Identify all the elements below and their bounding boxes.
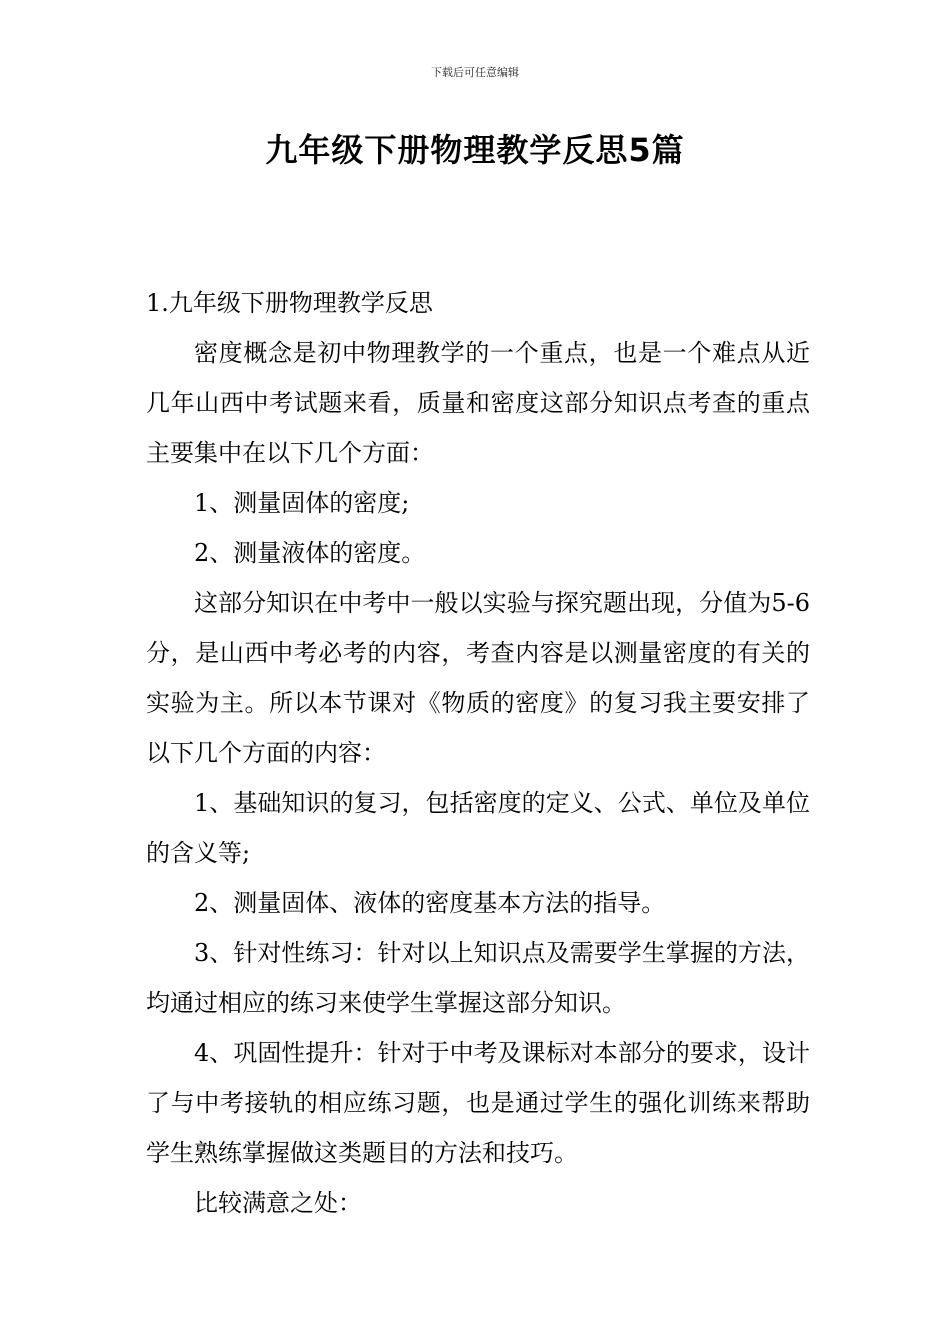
list-item: 2、测量固体、液体的密度基本方法的指导。: [194, 889, 666, 917]
document-title: 九年级下册物理教学反思5篇: [265, 131, 685, 169]
list-item: 1、测量固体的密度;: [194, 489, 410, 517]
list-item: 2、测量液体的密度。: [194, 539, 426, 567]
header-note: 下载后可任意编辑: [431, 66, 519, 79]
paragraph: 比较满意之处：: [194, 1189, 362, 1217]
paragraph: 密度概念是初中物理教学的一个重点，也是一个难点从近几年山西中考试题来看，质量和密度这部分知识点考查的重点主要集中在以下几个方面：: [146, 339, 810, 467]
paragraph: 这部分知识在中考中一般以实验与探究题出现，分值为5-6分，是山西中考必考的内容，考查内容是以测量密度的有关的实验为主。所以本节课对《物质的密度》的复习我主要安排了以下几个方面的内容：: [146, 589, 810, 767]
list-item: 4、巩固性提升：针对于中考及课标对本部分的要求，设计了与中考接轨的相应练习题，也是通过学生的强化训练来帮助学生熟练掌握做这类题目的方法和技巧。: [146, 1039, 810, 1167]
list-item: 3、针对性练习：针对以上知识点及需要学生掌握的方法，均通过相应的练习来使学生掌握这部分知识。: [146, 939, 810, 1017]
document-body: [146, 278, 810, 1228]
list-item: 1、基础知识的复习，包括密度的定义、公式、单位及单位的含义等;: [146, 789, 810, 867]
section-heading: 1.九年级下册物理教学反思: [146, 289, 433, 317]
